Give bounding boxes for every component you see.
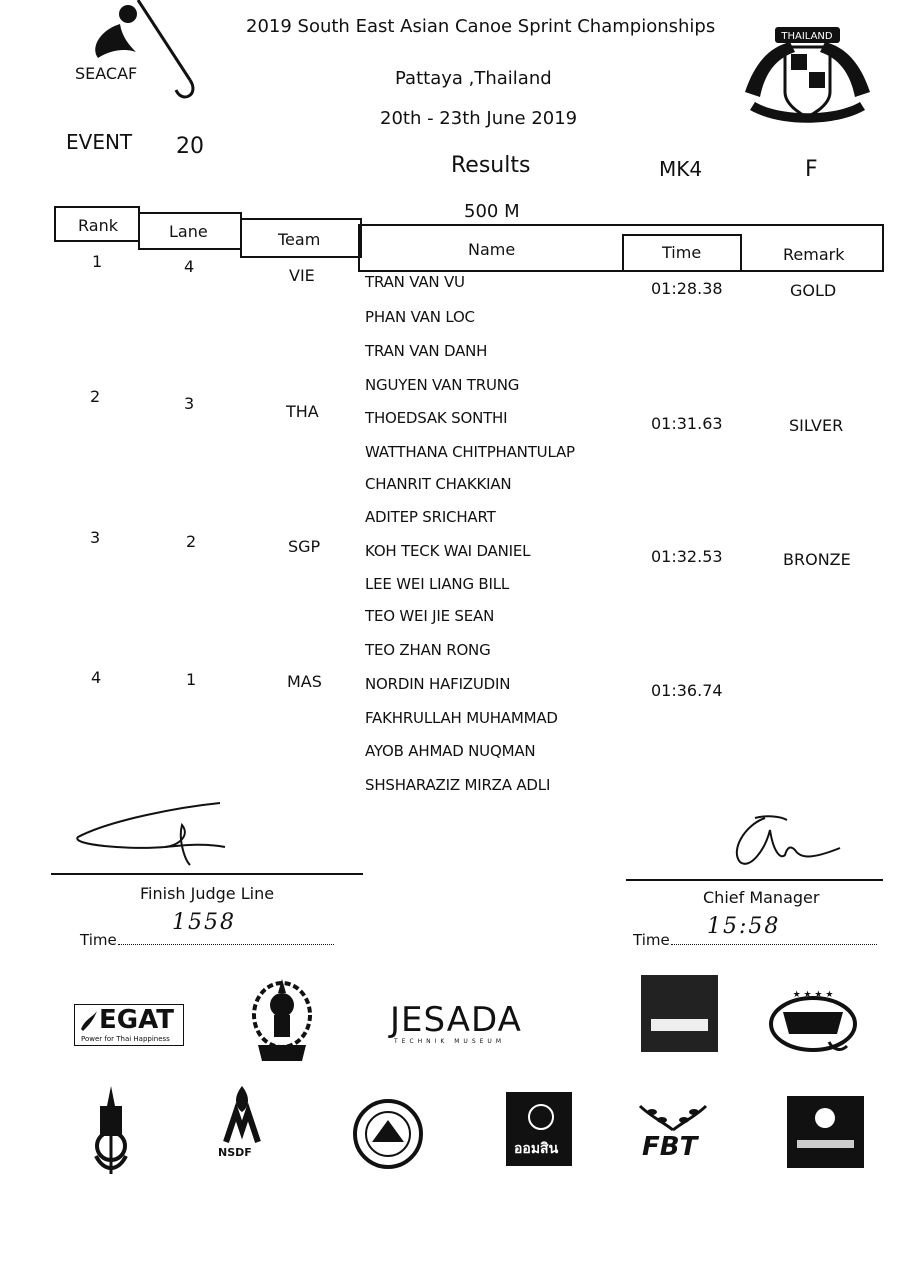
chief-manager-label: Chief Manager xyxy=(703,888,820,907)
row-3-name-4: TEO ZHAN RONG xyxy=(365,641,491,659)
row-3-name-1: KOH TECK WAI DANIEL xyxy=(365,542,531,560)
jesada-logo xyxy=(390,1000,540,1050)
event-label: EVENT xyxy=(66,130,133,154)
row-2-remark: SILVER xyxy=(789,416,844,435)
fbt-laurel-icon xyxy=(638,1102,708,1132)
row-4-name-4: SHSHARAZIZ MIRZA ADLI xyxy=(365,776,551,794)
row-4-name-2: FAKHRULLAH MUHAMMAD xyxy=(365,709,558,727)
egat-logo xyxy=(74,1004,184,1046)
row-3-rank: 3 xyxy=(90,528,101,547)
svg-text:THAILAND: THAILAND xyxy=(781,31,833,42)
finish-judge-signature xyxy=(70,795,240,870)
row-4-rank: 4 xyxy=(91,668,102,687)
row-2-time: 01:31.63 xyxy=(651,414,723,433)
col-header-rank-label: Rank xyxy=(78,216,118,235)
row-3-team: SGP xyxy=(288,537,321,556)
row-4-time: 01:36.74 xyxy=(651,681,723,700)
gsb-logo xyxy=(506,1092,572,1166)
royal-garuda-emblem xyxy=(246,975,318,1063)
row-2-name-1: THOEDSAK SONTHI xyxy=(365,409,508,427)
row-2-team: THA xyxy=(286,402,319,421)
category: MK4 xyxy=(659,157,703,181)
row-4-name-3: AYOB AHMAD NUQMAN xyxy=(365,742,536,760)
farm-badge-logo xyxy=(767,990,859,1066)
row-1-rank: 1 xyxy=(92,252,103,271)
col-header-remark-label: Remark xyxy=(783,245,845,264)
col-header-lane-label: Lane xyxy=(169,222,208,241)
row-3-time: 01:32.53 xyxy=(651,547,723,566)
egat-wordmark: EGAT xyxy=(99,1005,174,1035)
university-seal xyxy=(352,1098,424,1170)
row-2-name-4: ADITEP SRICHART xyxy=(365,508,496,526)
sponsor-dark-square-logo xyxy=(641,975,718,1052)
col-header-name-label: Name xyxy=(468,240,516,259)
finish-time-dotted-line xyxy=(118,944,334,945)
results-heading: Results xyxy=(451,153,531,178)
finish-judge-label: Finish Judge Line xyxy=(140,884,275,903)
row-2-lane: 3 xyxy=(184,394,195,413)
row-2-name-3: CHANRIT CHAKKIAN xyxy=(365,475,512,493)
chief-time-label: Time xyxy=(633,931,670,949)
row-2-rank: 2 xyxy=(90,387,101,406)
chief-manager-line xyxy=(626,879,883,881)
finish-judge-line xyxy=(51,873,363,875)
col-header-time-label: Time xyxy=(662,243,702,262)
row-4-name-1: NORDIN HAFIZUDIN xyxy=(365,675,511,693)
row-1-remark: GOLD xyxy=(790,281,837,300)
chief-manager-signature xyxy=(725,810,855,875)
thailand-canoe-seal xyxy=(735,22,880,132)
row-1-time: 01:28.38 xyxy=(651,279,723,298)
row-2-name-2: WATTHANA CHITPHANTULAP xyxy=(365,443,575,461)
row-4-team: MAS xyxy=(287,672,322,691)
chief-time-value: 15:58 xyxy=(707,914,781,939)
event-number: 20 xyxy=(176,134,204,159)
location: Pattaya ,Thailand xyxy=(395,68,552,89)
row-1-name-2: PHAN VAN LOC xyxy=(365,308,475,326)
row-1-name-3: TRAN VAN DANH xyxy=(365,342,488,360)
jesada-subtitle: TECHNIK MUSEUM xyxy=(394,1038,505,1045)
jesada-wordmark: JESADA xyxy=(390,1000,522,1040)
row-3-remark: BRONZE xyxy=(783,550,851,569)
finish-time-value: 1558 xyxy=(172,910,236,935)
nsdf-logo xyxy=(210,1082,274,1176)
page-title: 2019 South East Asian Canoe Sprint Championships xyxy=(246,16,716,37)
row-4-lane: 1 xyxy=(186,670,197,689)
nsdf-torch-icon xyxy=(210,1082,274,1146)
row-1-name-1: TRAN VAN VU xyxy=(365,273,465,291)
dates: 20th - 23th June 2019 xyxy=(380,108,578,129)
fbt-wordmark: FBT xyxy=(642,1132,698,1162)
col-header-team-label: Team xyxy=(278,230,321,249)
svg-text:★ ★ ★ ★: ★ ★ ★ ★ xyxy=(792,990,834,1000)
gsb-wordmark: ออมสิน xyxy=(514,1141,559,1157)
bank-logo xyxy=(787,1096,864,1168)
egat-emblem-icon xyxy=(79,1009,99,1033)
distance: 500 M xyxy=(464,201,520,222)
row-1-team: VIE xyxy=(289,266,315,285)
row-3-name-3: TEO WEI JIE SEAN xyxy=(365,607,495,625)
navy-emblem xyxy=(86,1084,136,1176)
seacaf-label: SEACAF xyxy=(75,64,138,83)
finish-time-label: Time xyxy=(80,931,117,949)
round: F xyxy=(805,157,818,182)
row-1-name-4: NGUYEN VAN TRUNG xyxy=(365,376,520,394)
chief-time-dotted-line xyxy=(671,944,877,945)
nsdf-wordmark: NSDF xyxy=(218,1146,252,1159)
row-3-lane: 2 xyxy=(186,532,197,551)
row-3-name-2: LEE WEI LIANG BILL xyxy=(365,575,510,593)
fbt-logo xyxy=(638,1102,708,1164)
seacaf-logo xyxy=(70,0,210,105)
egat-tagline: Power for Thai Happiness xyxy=(81,1035,170,1043)
row-1-lane: 4 xyxy=(184,257,195,276)
